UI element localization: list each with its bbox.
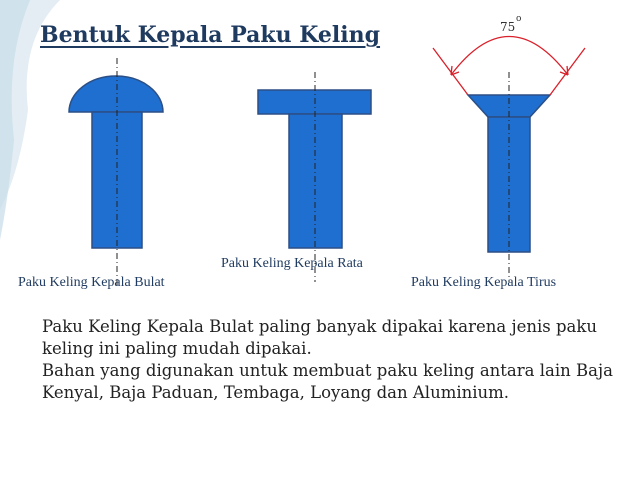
rivet-countersunk-head bbox=[468, 72, 550, 282]
caption-flat-head: Paku Keling Kepala Rata bbox=[221, 256, 363, 271]
description-paragraph-1: Paku Keling Kepala Bulat paling banyak dipakai karena jenis paku keling ini paling mudah dipakai. bbox=[42, 317, 597, 358]
degree-symbol: o bbox=[516, 14, 522, 24]
caption-countersunk-head: Paku Keling Kepala Tirus bbox=[411, 275, 557, 290]
rivet-flat-head bbox=[258, 72, 371, 282]
caption-round-head: Paku Keling Kepala Bulat bbox=[18, 275, 165, 290]
description-paragraph-2: Bahan yang digunakan untuk membuat paku keling antara lain Baja Kenyal, Baja Paduan, Tembaga, Loyang dan Aluminium. bbox=[42, 361, 613, 402]
angle-label: 75 bbox=[500, 20, 516, 34]
rivet-round-head bbox=[69, 58, 163, 286]
slide-title: Bentuk Kepala Paku Keling bbox=[40, 22, 381, 48]
description bbox=[42, 316, 622, 404]
